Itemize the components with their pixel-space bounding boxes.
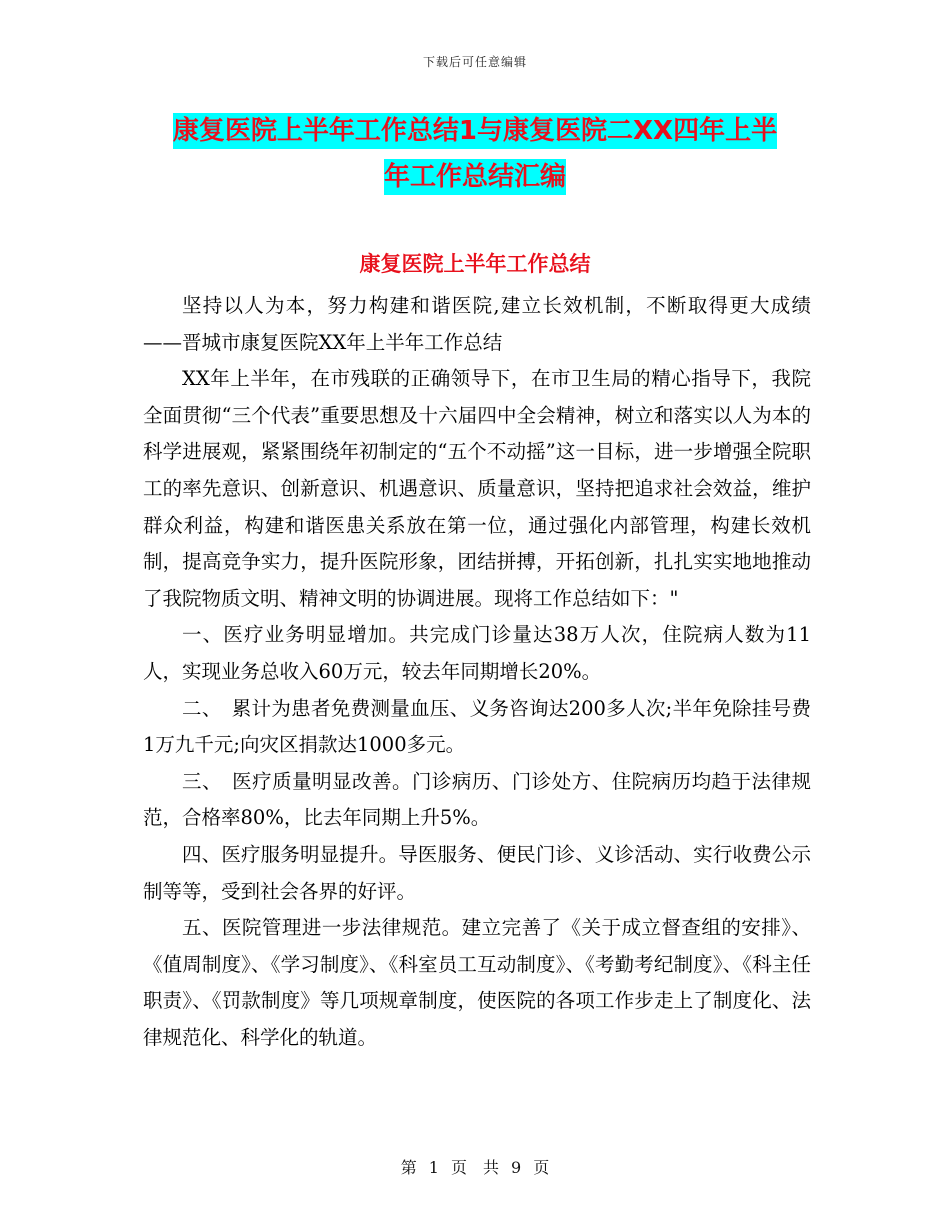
document-title-line-1: 康复医院上半年工作总结1与康复医院二XX四年上半 xyxy=(173,113,777,149)
paragraph: 三、 医疗质量明显改善。门诊病历、门诊处方、住院病历均趋于法律规范，合格率80%，比去年同期上升5%。 xyxy=(143,769,811,830)
page-number-footer xyxy=(0,1155,950,1178)
paragraph: 四、医疗服务明显提升。导医服务、便民门诊、义诊活动、实行收费公示制等等，受到社会各界的好评。 xyxy=(143,842,811,903)
footer-middle: 页 共 xyxy=(450,1158,499,1177)
paragraph: 一、医疗业务明显增加。共完成门诊量达38万人次，住院病人数为11人，实现业务总收入60万元，较去年同期增长20%。 xyxy=(143,623,811,683)
section-title: 康复医院上半年工作总结 xyxy=(359,252,591,276)
paragraph: XX年上半年，在市残联的正确领导下，在市卫生局的精心指导下，我院全面贯彻“三个代表”重要思想及十六届四中全会精神，树立和落实以人为本的科学进展观，紧紧围绕年初制定的“五个不动摇”这一目标，进一步增强全院职工的率先意识、创新意识、机遇意识、质量意识，坚持把追求社会效益，维护群众利益，构建和谐医患关系放在第一位，通过强化内部管理，构建长效机制，提高竞争实力，提升医院形象，团结拼搏，开拓创新，扎扎实实地地推动了我院物质文明、精神文明的协调进展。现将工作总结如下：" xyxy=(143,367,811,610)
paragraph: 二、 累计为患者免费测量血压、义务咨询达200多人次;半年免除挂号费1万九千元;向灾区捐款达1000多元。 xyxy=(143,696,811,757)
footer-total-pages: 9 xyxy=(511,1158,522,1177)
document-body xyxy=(143,288,811,1056)
paragraph: 五、医院管理进一步法律规范。建立完善了《关于成立督查组的安排》、《值周制度》、《学习制度》、《科室员工互动制度》、《考勤考纪制度》、《科主任职责》、《罚款制度》等几项规章制度，使医院的各项工作步走上了制度化、法律规范化、科学化的轨道。 xyxy=(143,916,811,1049)
document-title xyxy=(0,108,950,200)
document-title-line-2: 年工作总结汇编 xyxy=(384,159,566,195)
footer-current-page: 1 xyxy=(428,1158,439,1177)
paragraph: 坚持以人为本，努力构建和谐医院,建立长效机制，不断取得更大成绩——晋城市康复医院XX年上半年工作总结 xyxy=(143,294,811,354)
header-note: 下载后可任意编辑 xyxy=(422,55,527,69)
footer-suffix: 页 xyxy=(533,1158,550,1177)
footer-prefix: 第 xyxy=(400,1158,417,1177)
